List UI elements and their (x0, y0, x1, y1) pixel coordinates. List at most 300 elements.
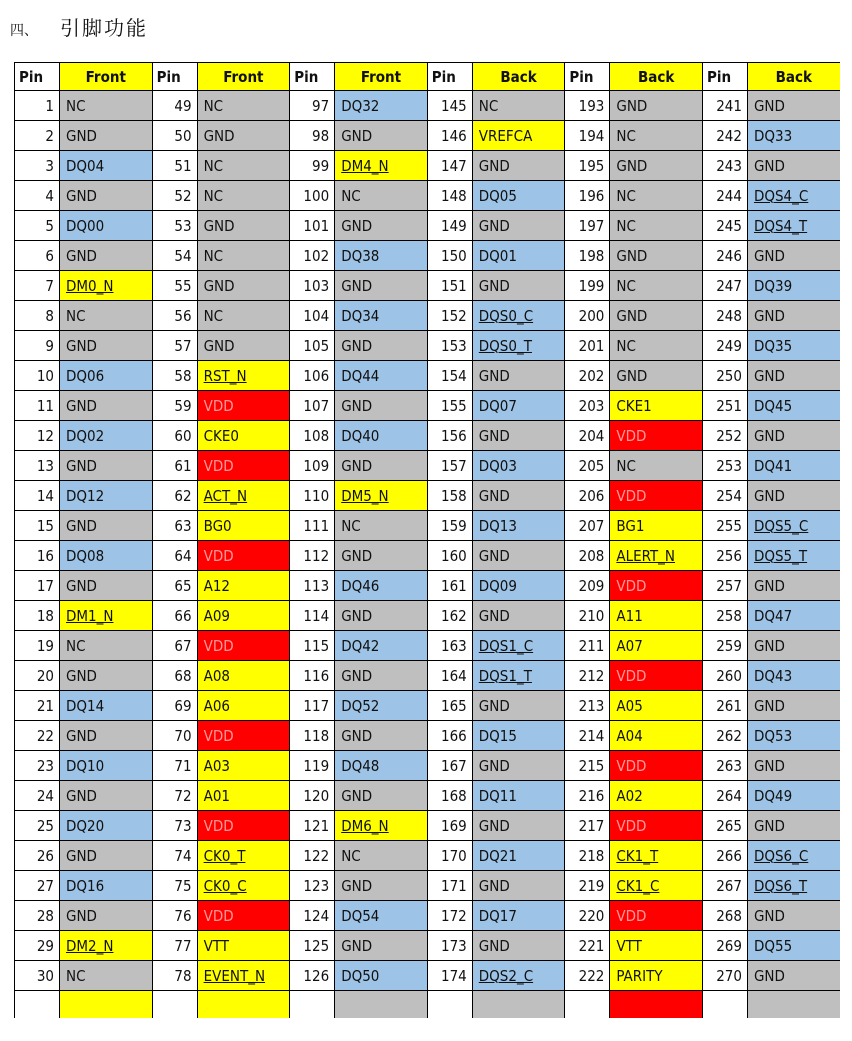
pin-signal (60, 451, 153, 481)
pin-signal (610, 871, 703, 901)
signal-label: GND (66, 336, 97, 355)
pin-signal (197, 211, 290, 241)
pin-number: 59 (152, 391, 197, 421)
signal-label: GND (203, 216, 235, 235)
pin-signal (747, 151, 840, 181)
pin-number: 103 (290, 271, 335, 301)
pin-number: 198 (565, 241, 610, 271)
pin-number: 57 (152, 331, 197, 361)
pin-number: 67 (152, 631, 197, 661)
signal-label: GND (478, 156, 510, 175)
table-row (15, 361, 841, 391)
pin-number: 75 (152, 871, 197, 901)
pin-number: 62 (152, 481, 197, 511)
pin-number: 1 (15, 91, 60, 121)
pin-signal (747, 121, 840, 151)
pin-number: 220 (565, 901, 610, 931)
pin-signal (747, 511, 840, 541)
table-row (15, 481, 841, 511)
header-back: Back (747, 63, 840, 91)
pin-signal (747, 751, 840, 781)
section-title: 引脚功能 (60, 16, 148, 40)
signal-label: DQ20 (66, 816, 105, 835)
signal-label: VDD (203, 816, 234, 835)
signal-label: GND (341, 726, 373, 745)
signal-label: GND (66, 846, 97, 865)
pin-signal (335, 301, 428, 331)
signal-label: GND (203, 126, 235, 145)
pin-number: 74 (152, 841, 197, 871)
pin-signal (747, 871, 840, 901)
signal-label: A01 (203, 786, 230, 805)
pin-number: 252 (702, 421, 747, 451)
pin-number: 222 (565, 961, 610, 991)
signal-label: DQ12 (66, 486, 105, 505)
pin-number: 25 (15, 811, 60, 841)
pin-signal (335, 121, 428, 151)
pin-number: 206 (565, 481, 610, 511)
signal-label: DQ38 (341, 246, 380, 265)
signal-label: CK1_C (616, 876, 660, 895)
pin-signal (472, 121, 565, 151)
pin-signal (335, 571, 428, 601)
pin-number: 171 (427, 871, 472, 901)
table-row (15, 901, 841, 931)
pin-signal (472, 91, 565, 121)
pin-number: 172 (427, 901, 472, 931)
header-pin: Pin (427, 63, 472, 91)
pin-signal (60, 151, 153, 181)
signal-label: DQS4_T (753, 216, 808, 235)
table-row (15, 541, 841, 571)
pin-number: 23 (15, 751, 60, 781)
pin-number: 164 (427, 661, 472, 691)
signal-label: ALERT_N (616, 546, 676, 565)
pin-signal (472, 241, 565, 271)
pin-signal (610, 391, 703, 421)
pin-signal (335, 541, 428, 571)
signal-label: DQ03 (478, 456, 517, 475)
pin-number: 151 (427, 271, 472, 301)
signal-label: DQ05 (478, 186, 517, 205)
pin-number: 250 (702, 361, 747, 391)
signal-label: BG0 (203, 516, 232, 535)
header-pin: Pin (290, 63, 335, 91)
pin-signal (60, 721, 153, 751)
pin-signal (197, 421, 290, 451)
signal-label: GND (753, 696, 785, 715)
signal-label: DQ07 (478, 396, 517, 415)
signal-label: CKE0 (203, 426, 239, 445)
pin-number: 73 (152, 811, 197, 841)
pin-signal (610, 571, 703, 601)
pin-number: 262 (702, 721, 747, 751)
pin-number: 150 (427, 241, 472, 271)
pin-number: 170 (427, 841, 472, 871)
pin-number: 255 (702, 511, 747, 541)
pin-number: 116 (290, 661, 335, 691)
table-row (15, 301, 841, 331)
table-header-row (15, 63, 841, 91)
signal-label: GND (341, 936, 373, 955)
pin-signal (472, 421, 565, 451)
signal-label: A02 (616, 786, 643, 805)
signal-label: DQ32 (341, 96, 380, 115)
pin-number: 203 (565, 391, 610, 421)
pin-signal (747, 811, 840, 841)
signal-label: NC (203, 246, 224, 265)
pin-number: 247 (702, 271, 747, 301)
pin-number: 119 (290, 751, 335, 781)
pin-number: 64 (152, 541, 197, 571)
signal-label: DQ44 (341, 366, 380, 385)
pin-signal (60, 601, 153, 631)
pin-function-table (14, 62, 840, 1018)
signal-label: A12 (203, 576, 230, 595)
pin-signal (747, 901, 840, 931)
pin-signal (747, 631, 840, 661)
pin-number: 8 (15, 301, 60, 331)
pin-number: 118 (290, 721, 335, 751)
pin-signal (60, 331, 153, 361)
signal-label: NC (341, 516, 361, 535)
pin-signal (60, 181, 153, 211)
pin-number: 7 (15, 271, 60, 301)
cut-off-cell (60, 991, 153, 1019)
pin-number: 212 (565, 661, 610, 691)
signal-label: NC (616, 336, 636, 355)
pin-number: 18 (15, 601, 60, 631)
pin-signal (610, 211, 703, 241)
pin-signal (60, 481, 153, 511)
pin-number: 66 (152, 601, 197, 631)
signal-label: DQS1_T (478, 666, 532, 685)
pin-number: 149 (427, 211, 472, 241)
pin-number: 147 (427, 151, 472, 181)
pin-signal (747, 91, 840, 121)
pin-number: 9 (15, 331, 60, 361)
signal-label: VDD (616, 426, 647, 445)
pin-signal (472, 331, 565, 361)
pin-signal (197, 391, 290, 421)
signal-label: GND (478, 756, 510, 775)
pin-number: 109 (290, 451, 335, 481)
pin-signal (335, 631, 428, 661)
signal-label: DQS5_C (753, 516, 809, 535)
signal-label: DQ40 (341, 426, 380, 445)
signal-label: A08 (203, 666, 230, 685)
signal-label: GND (478, 276, 510, 295)
signal-label: GND (616, 156, 648, 175)
signal-label: VDD (616, 756, 647, 775)
pin-number: 209 (565, 571, 610, 601)
signal-label: GND (66, 906, 97, 925)
pin-number: 27 (15, 871, 60, 901)
signal-label: DQ50 (341, 966, 380, 985)
signal-label: GND (66, 456, 97, 475)
pin-number: 10 (15, 361, 60, 391)
pin-number: 2 (15, 121, 60, 151)
pin-number: 112 (290, 541, 335, 571)
pin-signal (335, 391, 428, 421)
cut-off-cell (472, 991, 565, 1019)
signal-label: GND (66, 726, 97, 745)
pin-number: 98 (290, 121, 335, 151)
table-row (15, 451, 841, 481)
signal-label: GND (616, 246, 648, 265)
table-row (15, 661, 841, 691)
signal-label: VDD (203, 636, 234, 655)
signal-label: GND (478, 606, 510, 625)
pin-number: 249 (702, 331, 747, 361)
pin-number: 205 (565, 451, 610, 481)
pin-number: 196 (565, 181, 610, 211)
table-row (15, 91, 841, 121)
pin-signal (335, 871, 428, 901)
pin-signal (747, 391, 840, 421)
pin-number: 106 (290, 361, 335, 391)
pin-number: 65 (152, 571, 197, 601)
pin-signal (335, 931, 428, 961)
pin-number: 158 (427, 481, 472, 511)
pin-number: 241 (702, 91, 747, 121)
pin-signal (335, 151, 428, 181)
pin-signal (60, 91, 153, 121)
signal-label: NC (341, 846, 361, 865)
table-row (15, 331, 841, 361)
pin-signal (60, 541, 153, 571)
pin-signal (335, 241, 428, 271)
pin-number: 214 (565, 721, 610, 751)
pin-number: 104 (290, 301, 335, 331)
pin-signal (60, 241, 153, 271)
signal-label: DQ09 (478, 576, 517, 595)
signal-label: DQS5_T (753, 546, 808, 565)
pin-signal (747, 601, 840, 631)
pin-number: 268 (702, 901, 747, 931)
signal-label: NC (616, 126, 636, 145)
pin-number: 55 (152, 271, 197, 301)
signal-label: RST_N (203, 366, 247, 385)
signal-label: GND (341, 456, 373, 475)
pin-signal (747, 721, 840, 751)
pin-number: 162 (427, 601, 472, 631)
table-row (15, 121, 841, 151)
pin-signal (60, 901, 153, 931)
pin-number: 219 (565, 871, 610, 901)
pin-signal (197, 301, 290, 331)
pin-number: 105 (290, 331, 335, 361)
pin-signal (197, 481, 290, 511)
pin-number: 261 (702, 691, 747, 721)
pin-number: 60 (152, 421, 197, 451)
pin-number: 20 (15, 661, 60, 691)
table-row (15, 601, 841, 631)
pin-number: 102 (290, 241, 335, 271)
header-pin: Pin (15, 63, 60, 91)
pin-number: 117 (290, 691, 335, 721)
pin-signal (335, 781, 428, 811)
signal-label: GND (341, 666, 373, 685)
pin-signal (60, 421, 153, 451)
table-row (15, 181, 841, 211)
pin-signal (747, 931, 840, 961)
pin-number: 200 (565, 301, 610, 331)
pin-signal (197, 241, 290, 271)
signal-label: NC (66, 636, 86, 655)
signal-label: DQ46 (341, 576, 380, 595)
pin-number: 256 (702, 541, 747, 571)
pin-number: 174 (427, 961, 472, 991)
pin-signal (472, 181, 565, 211)
pin-number: 114 (290, 601, 335, 631)
pin-number: 52 (152, 181, 197, 211)
signal-label: GND (66, 516, 97, 535)
signal-label: GND (478, 426, 510, 445)
pin-signal (472, 811, 565, 841)
pin-signal (60, 811, 153, 841)
pin-number: 159 (427, 511, 472, 541)
pin-signal (197, 541, 290, 571)
signal-label: GND (66, 396, 97, 415)
section-heading (10, 12, 148, 41)
pin-signal (747, 841, 840, 871)
signal-label: GND (753, 966, 785, 985)
signal-label: VDD (616, 486, 647, 505)
signal-label: DQ43 (753, 666, 793, 685)
pin-signal (747, 781, 840, 811)
cut-off-cell (702, 991, 747, 1019)
pin-signal (60, 691, 153, 721)
pin-signal (197, 751, 290, 781)
pin-number: 248 (702, 301, 747, 331)
pin-number: 265 (702, 811, 747, 841)
signal-label: GND (341, 786, 373, 805)
pin-signal (610, 481, 703, 511)
signal-label: GND (753, 246, 785, 265)
signal-label: PARITY (616, 966, 663, 985)
signal-label: EVENT_N (203, 966, 266, 985)
pin-number: 160 (427, 541, 472, 571)
table-row (15, 811, 841, 841)
table-row (15, 391, 841, 421)
signal-label: GND (341, 396, 373, 415)
signal-label: DQ01 (478, 246, 517, 265)
pin-number: 221 (565, 931, 610, 961)
table-row (15, 511, 841, 541)
pin-number: 168 (427, 781, 472, 811)
pin-number: 108 (290, 421, 335, 451)
table-row (15, 631, 841, 661)
signal-label: GND (753, 306, 785, 325)
pin-number: 210 (565, 601, 610, 631)
pin-signal (335, 961, 428, 991)
pin-signal (747, 691, 840, 721)
pin-number: 97 (290, 91, 335, 121)
signal-label: VDD (616, 906, 647, 925)
pin-signal (747, 211, 840, 241)
pin-number: 163 (427, 631, 472, 661)
pin-signal (472, 571, 565, 601)
pin-signal (747, 661, 840, 691)
pin-signal (472, 271, 565, 301)
pin-number: 245 (702, 211, 747, 241)
signal-label: DQ17 (478, 906, 517, 925)
pin-table-body (15, 91, 841, 1019)
pin-number: 146 (427, 121, 472, 151)
pin-signal (60, 271, 153, 301)
pin-signal (610, 331, 703, 361)
pin-number: 30 (15, 961, 60, 991)
header-back: Back (610, 63, 703, 91)
pin-number: 53 (152, 211, 197, 241)
pin-signal (472, 541, 565, 571)
pin-signal (610, 601, 703, 631)
pin-signal (335, 271, 428, 301)
signal-label: A11 (616, 606, 643, 625)
pin-signal (472, 931, 565, 961)
signal-label: GND (66, 186, 97, 205)
pin-number: 13 (15, 451, 60, 481)
pin-signal (610, 451, 703, 481)
pin-signal (197, 601, 290, 631)
pin-number: 100 (290, 181, 335, 211)
pin-number: 21 (15, 691, 60, 721)
signal-label: DQ14 (66, 696, 105, 715)
pin-signal (610, 931, 703, 961)
pin-signal (472, 961, 565, 991)
signal-label: DM6_N (341, 816, 389, 835)
pin-signal (472, 631, 565, 661)
pin-number: 49 (152, 91, 197, 121)
signal-label: NC (66, 96, 86, 115)
pin-signal (610, 91, 703, 121)
signal-label: ACT_N (203, 486, 248, 505)
signal-label: CK0_C (203, 876, 247, 895)
signal-label: NC (203, 156, 224, 175)
table-row (15, 421, 841, 451)
signal-label: GND (478, 216, 510, 235)
pin-number: 122 (290, 841, 335, 871)
pin-signal (197, 871, 290, 901)
signal-label: NC (203, 96, 224, 115)
pin-signal (60, 781, 153, 811)
pin-signal (747, 451, 840, 481)
pin-signal (197, 811, 290, 841)
signal-label: DQ33 (753, 126, 793, 145)
signal-label: CKE1 (616, 396, 652, 415)
pin-signal (747, 241, 840, 271)
pin-signal (197, 451, 290, 481)
pin-signal (472, 211, 565, 241)
signal-label: DQ55 (753, 936, 793, 955)
signal-label: DM4_N (341, 156, 389, 175)
pin-signal (60, 871, 153, 901)
pin-number: 69 (152, 691, 197, 721)
pin-number: 29 (15, 931, 60, 961)
signal-label: GND (66, 786, 97, 805)
signal-label: A03 (203, 756, 230, 775)
table-row (15, 871, 841, 901)
table-row (15, 721, 841, 751)
pin-signal (610, 361, 703, 391)
pin-number: 257 (702, 571, 747, 601)
pin-signal (472, 391, 565, 421)
pin-number: 63 (152, 511, 197, 541)
cut-off-cell (335, 991, 428, 1019)
pin-number: 166 (427, 721, 472, 751)
signal-label: GND (478, 486, 510, 505)
